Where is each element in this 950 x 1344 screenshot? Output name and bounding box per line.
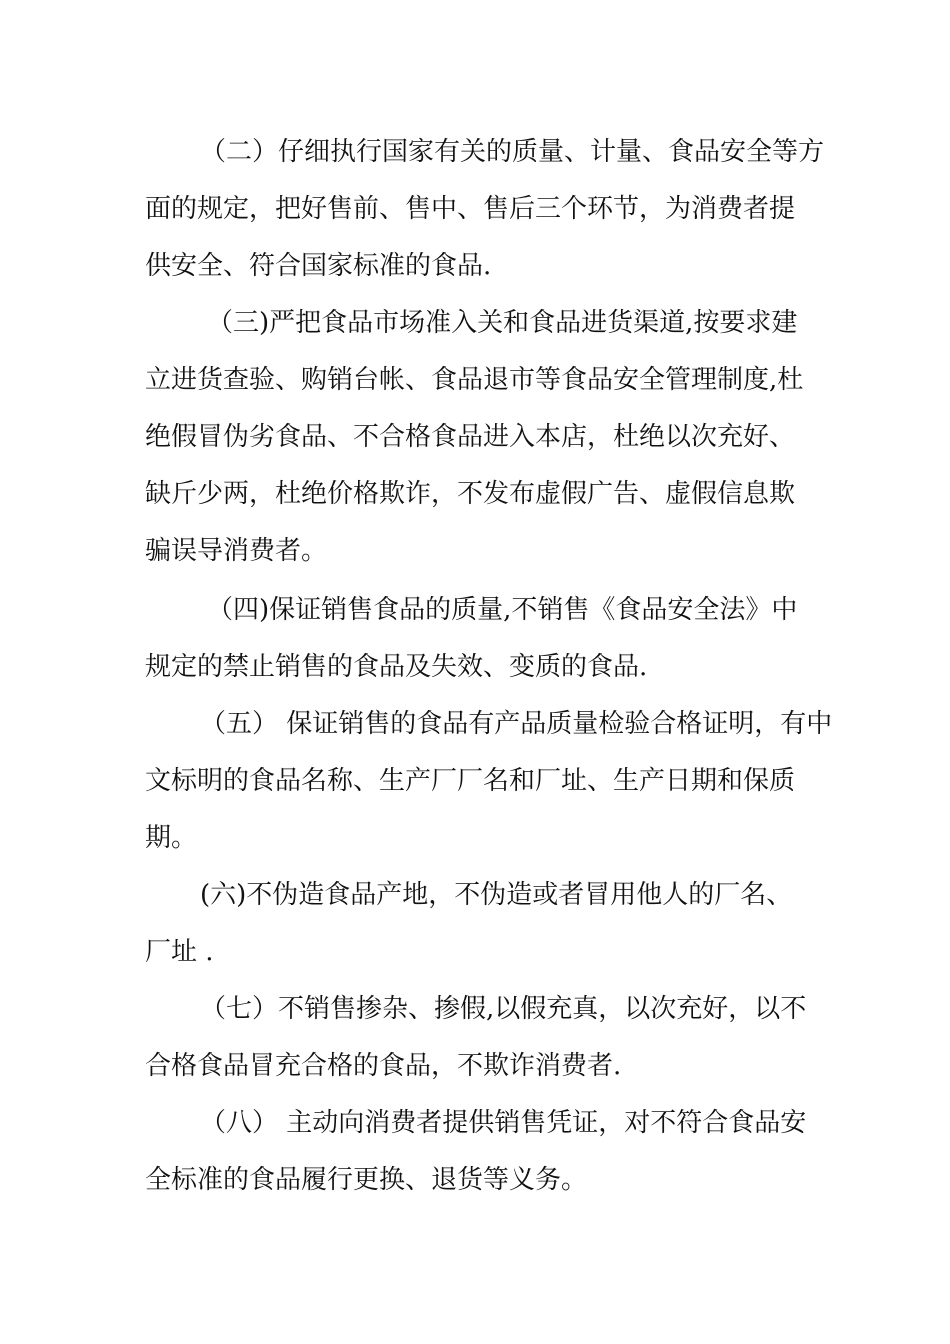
paragraph-4-line-2: 规定的禁止销售的食品及失效、变质的食品. — [145, 652, 648, 682]
paragraph-2-line-1: （二）仔细执行国家有关的质量、计量、食品安全等方 — [200, 137, 825, 167]
paragraph-6-line-1: (六)不伪造食品产地，不伪造或者冒用他人的厂名、 — [200, 880, 793, 910]
paragraph-3-line-1: （三)严把食品市场准入关和食品进货渠道,按要求建 — [207, 308, 798, 338]
paragraph-3-line-5: 骗误导消费者。 — [145, 536, 328, 566]
paragraph-8-line-2: 全标准的食品履行更换、退货等义务。 — [145, 1165, 588, 1195]
paragraph-7-line-1: （七）不销售掺杂、掺假,以假充真，以次充好，以不 — [200, 994, 807, 1024]
paragraph-3-line-2: 立进货查验、购销台帐、食品退市等食品安全管理制度,杜 — [145, 365, 804, 395]
paragraph-7-line-2: 合格食品冒充合格的食品，不欺诈消费者. — [145, 1051, 622, 1081]
paragraph-2-line-2: 面的规定，把好售前、售中、售后三个环节，为消费者提 — [145, 194, 796, 224]
paragraph-2-line-3: 供安全、符合国家标准的食品. — [145, 251, 492, 281]
paragraph-3-line-3: 绝假冒伪劣食品、不合格食品进入本店，杜绝以次充好、 — [145, 422, 796, 452]
paragraph-6-line-2: 厂址 . — [145, 937, 214, 967]
paragraph-5-line-2: 文标明的食品名称、生产厂厂名和厂址、生产日期和保质 — [145, 766, 796, 796]
paragraph-4-line-1: （四)保证销售食品的质量,不销售《食品安全法》中 — [207, 595, 798, 625]
paragraph-5-line-1: （五） 保证销售的食品有产品质量检验合格证明，有中 — [200, 709, 833, 739]
paragraph-8-line-1: （八） 主动向消费者提供销售凭证，对不符合食品安 — [200, 1108, 807, 1138]
paragraph-5-line-3: 期。 — [145, 823, 198, 853]
paragraph-3-line-4: 缺斤少两，杜绝价格欺诈，不发布虚假广告、虚假信息欺 — [145, 479, 796, 509]
